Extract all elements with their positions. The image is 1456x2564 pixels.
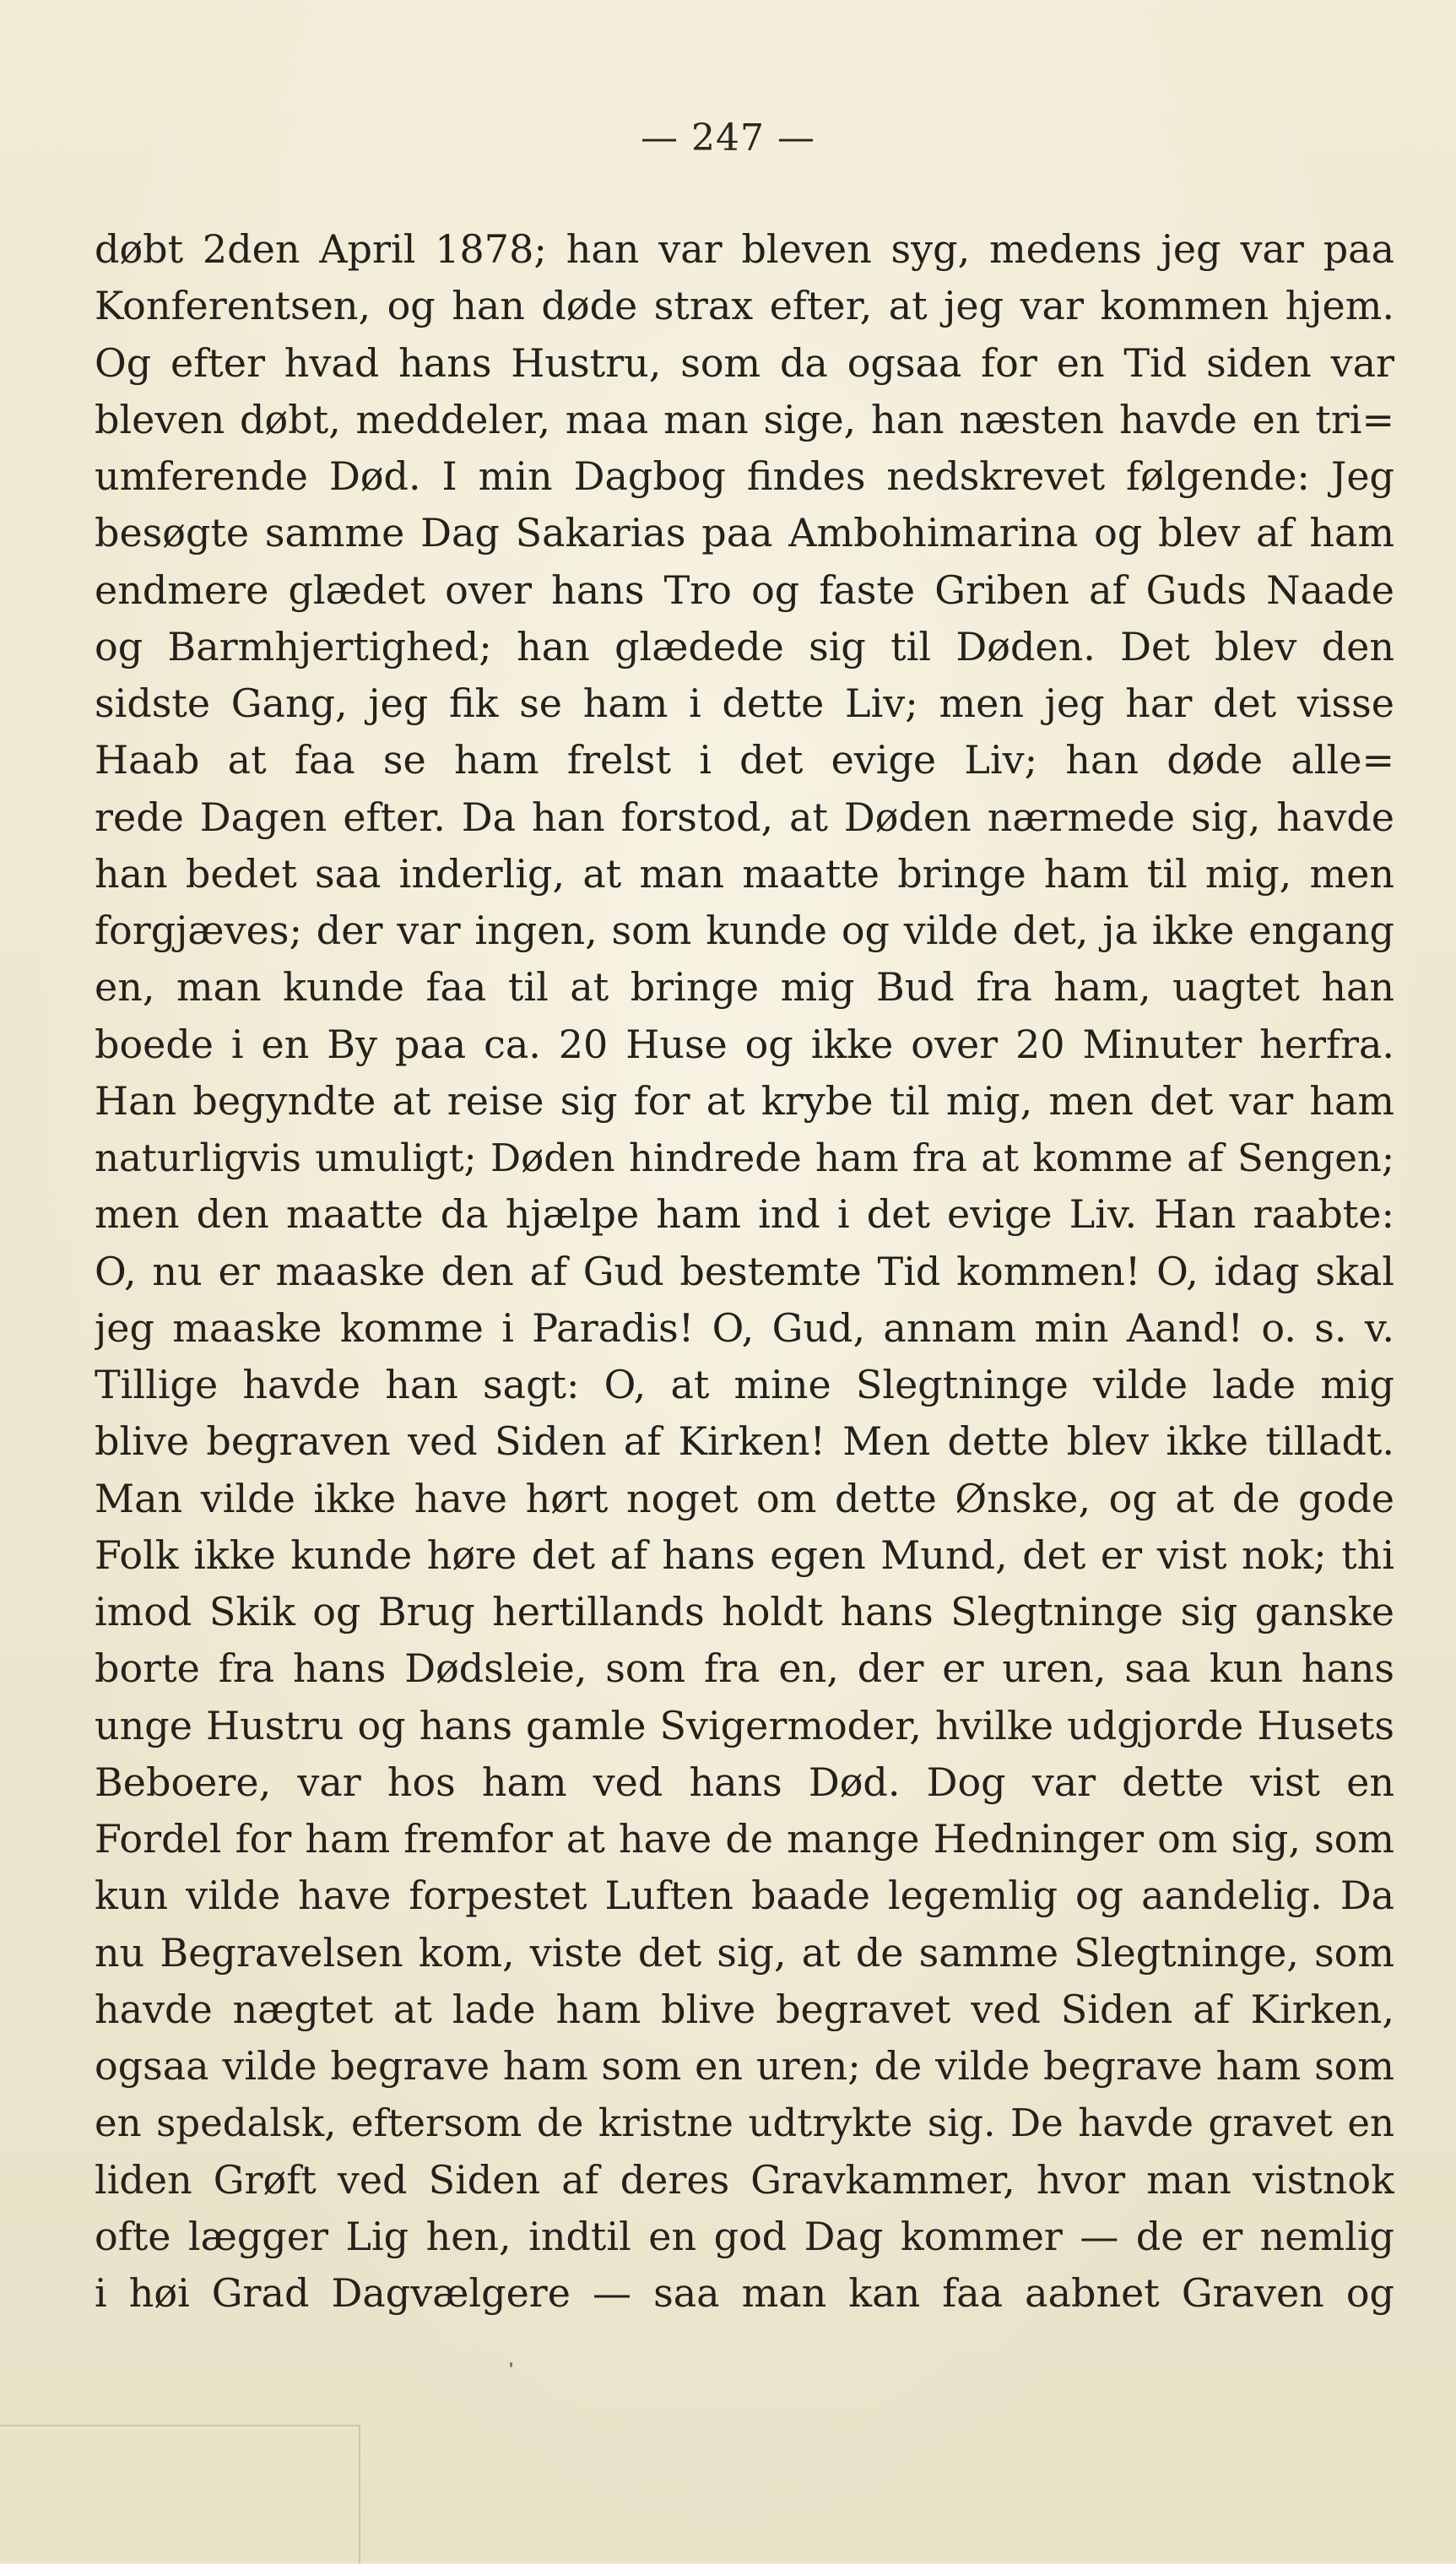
text-line: sidste Gang, jeg fik se ham i dette Liv; men jeg har det visse (95, 680, 1394, 726)
text-line: en, man kunde faa til at bringe mig Bud fra ham, uagtet han (95, 964, 1394, 1011)
text-line: en spedalsk, eftersom de kristne udtrykte sig. De havde gravet en (95, 2101, 1394, 2146)
text-line: umferende Død. I min Dagbog findes nedskrevet følgende: Jeg (95, 453, 1394, 499)
text-line: Fordel for ham fremfor at have de mange Hedninger om sig, som (95, 1816, 1394, 1862)
text-line: O, nu er maaske den af Gud bestemte Tid kommen! O, idag skal (95, 1248, 1394, 1294)
text-line: Og efter hvad hans Hustru, som da ogsaa for en Tid siden var (95, 339, 1394, 386)
body-text (95, 221, 1394, 2322)
text-line: i høi Grad Dagvælgere — saa man kan faa aabnet Graven og (95, 2270, 1394, 2316)
page-number: — 247 — (641, 117, 815, 160)
text-line: døbt 2den April 1878; han var bleven syg, medens jeg var paa (95, 226, 1394, 272)
text-line: unge Hustru og hans gamle Svigermoder, hvilke udgjorde Husets (95, 1702, 1394, 1748)
text-line: han bedet saa inderlig, at man maatte bringe ham til mig, men (95, 850, 1394, 897)
text-line: Folk ikke kunde høre det af hans egen Mund, det er vist nok; thi (95, 1531, 1394, 1578)
text-line: kun vilde have forpestet Luften baade legemlig og aandelig. Da (95, 1873, 1394, 1919)
text-line: Haab at faa se ham frelst i det evige Liv; han døde alle= (95, 737, 1394, 783)
text-line: bleven døbt, meddeler, maa man sige, han næsten havde en tri= (95, 396, 1394, 442)
text-line: havde nægtet at lade ham blive begravet ved Siden af Kirken, (95, 1986, 1394, 2032)
text-line: borte fra hans Dødsleie, som fra en, der er uren, saa kun hans (95, 1645, 1394, 1692)
text-line: jeg maaske komme i Paradis! O, Gud, annam min Aand! o. s. v. (95, 1304, 1394, 1351)
text-line: boede i en By paa ca. 20 Huse og ikke over 20 Minuter herfra. (95, 1021, 1394, 1067)
text-line: Man vilde ikke have hørt noget om dette Ønske, og at de gode (95, 1475, 1394, 1521)
text-line: Han begyndte at reise sig for at krybe til mig, men det var ham (95, 1077, 1394, 1124)
text-line: blive begraven ved Siden af Kirken! Men dette blev ikke tilladt. (95, 1418, 1394, 1465)
text-line: men den maatte da hjælpe ham ind i det evige Liv. Han raabte: (95, 1191, 1394, 1238)
text-line: ofte lægger Lig hen, indtil en god Dag kommer — de er nemlig (95, 2213, 1394, 2259)
text-line: forgjæves; der var ingen, som kunde og vilde det, ja ikke engang (95, 908, 1394, 953)
page-fold-edge (0, 2425, 360, 2564)
text-line: rede Dagen efter. Da han forstod, at Døden nærmede sig, havde (95, 794, 1394, 840)
text-line: liden Grøft ved Siden af deres Gravkammer, hvor man vistnok (95, 2156, 1394, 2203)
text-line: besøgte samme Dag Sakarias paa Ambohimarina og blev af ham (95, 510, 1394, 556)
text-line: Konferentsen, og han døde strax efter, at jeg var kommen hjem. (95, 283, 1394, 329)
ink-speck (510, 2362, 512, 2367)
text-line: Beboere, var hos ham ved hans Død. Dog var dette vist en (95, 1759, 1394, 1805)
text-line: Tillige havde han sagt: O, at mine Slegtninge vilde lade mig (95, 1362, 1394, 1407)
text-line: nu Begravelsen kom, viste det sig, at de samme Slegtninge, som (95, 1929, 1394, 1976)
text-line: endmere glædet over hans Tro og faste Griben af Guds Naade (95, 566, 1394, 613)
text-line: ogsaa vilde begrave ham som en uren; de vilde begrave ham som (95, 2043, 1394, 2089)
text-line: imod Skik og Brug hertillands holdt hans Slegtninge sig ganske (95, 1589, 1394, 1634)
text-line: naturligvis umuligt; Døden hindrede ham fra at komme af Sengen; (95, 1136, 1394, 1180)
text-line: og Barmhjertighed; han glædede sig til Døden. Det blev den (95, 623, 1394, 669)
